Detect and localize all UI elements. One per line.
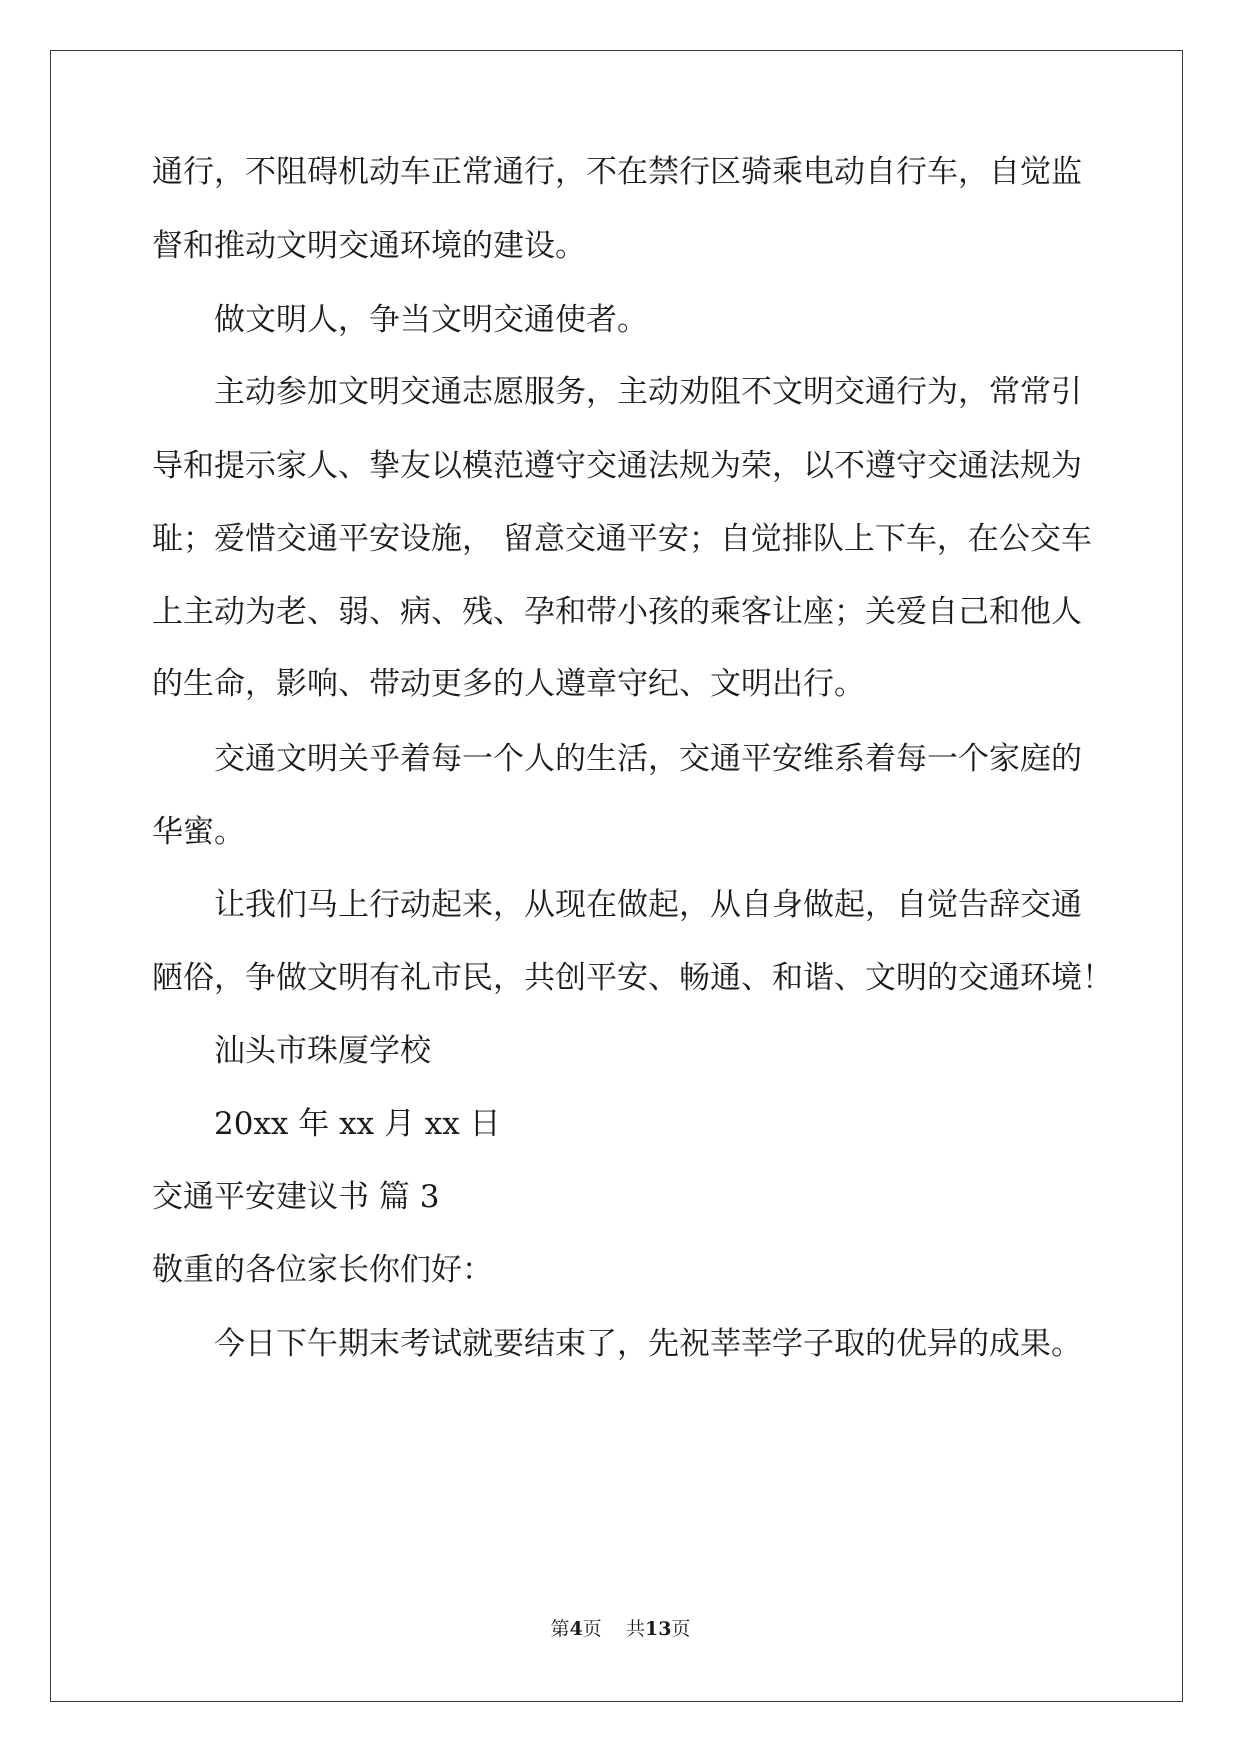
body-line-4: 主动参加文明交通志愿服务，主动劝阻不文明交通行为，常常引 (214, 374, 1082, 410)
body-line-9: 交通文明关乎着每一个人的生活，交通平安维系着每一个家庭的 (214, 741, 1082, 777)
paragraph-heading: 做文明人，争当文明交通使者。 (214, 302, 648, 338)
body-line-17: 今日下午期末考试就要结束了，先祝莘莘学子取的优异的成果。 (214, 1326, 1082, 1362)
footer-mid: 页 共 (582, 1618, 645, 1640)
signature-school: 汕头市珠厦学校 (214, 1033, 431, 1069)
body-line-8: 的生命，影响、带动更多的人遵章守纪、文明出行。 (152, 666, 865, 702)
body-line-12: 陋俗，争做文明有礼市民，共创平安、畅通、和谐、文明的交通环境！ (152, 960, 1113, 996)
signature-date: 20xx 年 xx 月 xx 日 (214, 1106, 501, 1142)
salutation: 敬重的各位家长你们好： (152, 1252, 493, 1288)
body-line-1: 通行，不阻碍机动车正常通行，不在禁行区骑乘电动自行车，自觉监 (152, 154, 1082, 190)
body-line-7: 上主动为老、弱、病、残、孕和带小孩的乘客让座；关爱自己和他人 (152, 594, 1082, 630)
section-title: 交通平安建议书 篇 3 (152, 1179, 440, 1215)
body-line-10: 华蜜。 (152, 814, 245, 850)
footer-suffix: 页 (671, 1618, 691, 1640)
body-line-11: 让我们马上行动起来，从现在做起，从自身做起，自觉告辞交通 (214, 887, 1082, 923)
page-border (50, 50, 1183, 1702)
body-line-5: 导和提示家人、挚友以模范遵守交通法规为荣，以不遵守交通法规为 (152, 448, 1082, 484)
footer-page-number: 4 (569, 1618, 583, 1640)
body-line-6: 耻；爱惜交通平安设施， 留意交通平安；自觉排队上下车，在公交车 (152, 521, 1092, 557)
body-line-2: 督和推动文明交通环境的建设。 (152, 228, 586, 264)
footer-total-pages: 13 (644, 1618, 672, 1640)
page-footer (0, 1614, 1241, 1641)
footer-prefix: 第 (550, 1618, 570, 1640)
